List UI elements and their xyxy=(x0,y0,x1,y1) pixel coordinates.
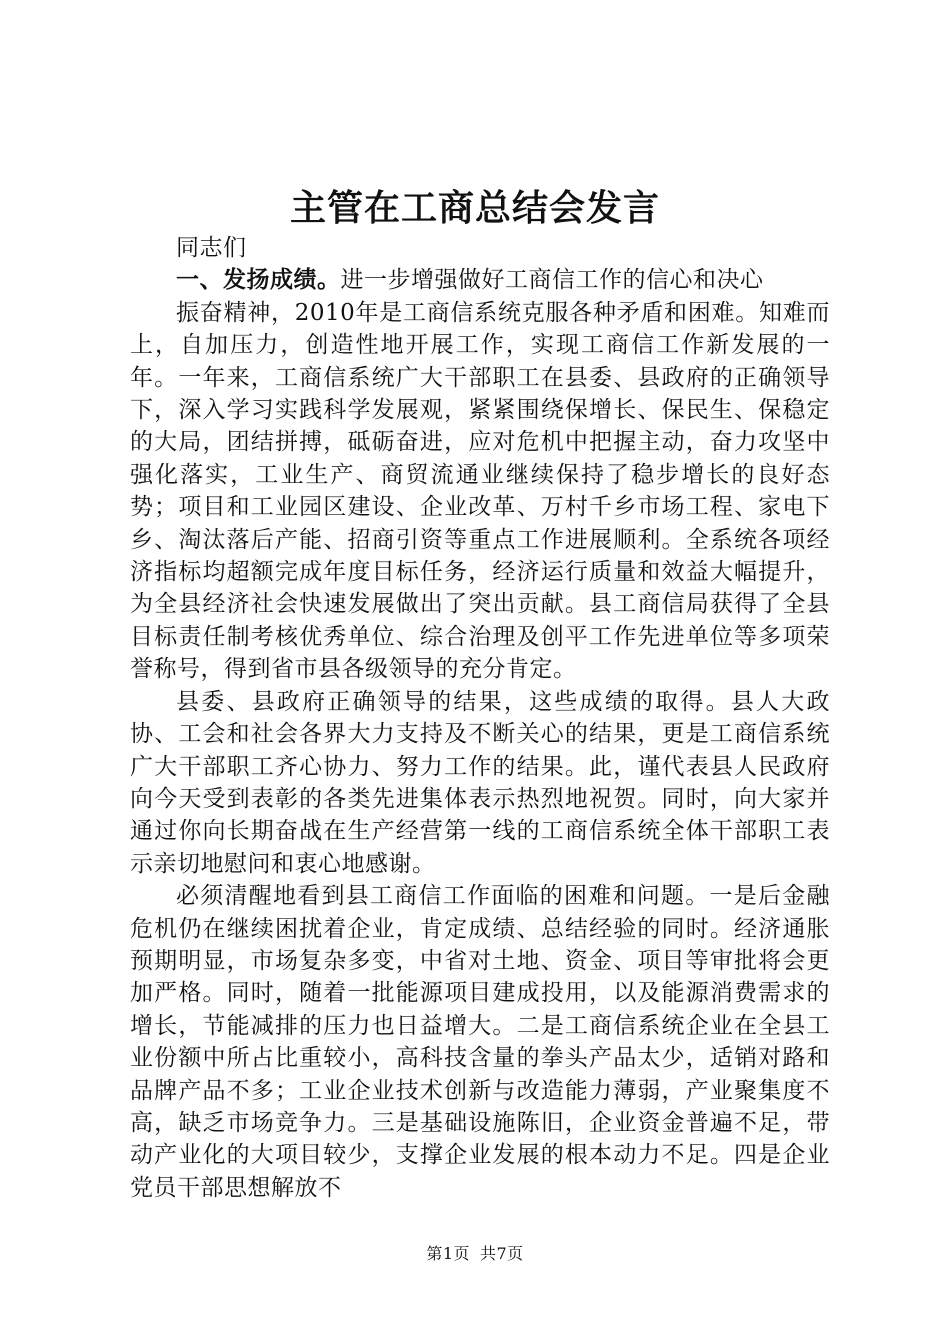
document-title: 主管在工商总结会发言 xyxy=(289,187,660,229)
salutation: 同志们 xyxy=(176,235,247,261)
paragraph-thanks: 县委、县政府正确领导的结果，这些成绩的取得。县人大政协、工会和社会各界大力支持及不断关心的结果，更是工商信系统广大干部职工齐心协力、努力工作的结果。此，谨代表县人民政府向今天受到表彰的各类先进集体表示热烈地祝贺。同时，向大家并通过你向长期奋战在生产经营第一线的工商信系统全体干部职工表示亲切地慰问和衷心地感谢。 xyxy=(130,688,830,877)
document-body xyxy=(130,232,830,1204)
section-heading-lead: 一、发扬成绩。 xyxy=(176,266,341,294)
page-total: 共7页 xyxy=(480,1244,524,1263)
section-heading xyxy=(130,264,830,296)
paragraph-problems: 必须清醒地看到县工商信工作面临的困难和问题。一是后金融危机仍在继续困扰着企业，肯定成绩、总结经验的同时。经济通胀预期明显，市场复杂多变，中省对土地、资金、项目等审批将会更加严格。同时，随着一批能源项目建成投用，以及能源消费需求的增长，节能减排的压力也日益增大。二是工商信系统企业在全县工业份额中所占比重较小，高科技含量的拳头产品太少，适销对路和品牌产品不多；工业企业技术创新与改造能力薄弱，产业聚集度不高，缺乏市场竞争力。三是基础设施陈旧，企业资金普遍不足，带动产业化的大项目较少，支撑企业发展的根本动力不足。四是企业党员干部思想解放不 xyxy=(130,883,830,1201)
section-heading-rest: 进一步增强做好工商信工作的信心和决心 xyxy=(340,267,764,294)
page-number: 第1页 xyxy=(426,1244,470,1263)
paragraph-achievements: 振奋精神，2010年是工商信系统克服各种矛盾和困难。知难而上，自加压力，创造性地开展工作，实现工商信工作新发展的一年。一年来，工商信系统广大干部职工在县委、县政府的正确领导下，深入学习实践科学发展观，紧紧围绕保增长、保民生、保稳定的大局，团结拼搏，砥砺奋进，应对危机中把握主动，奋力攻坚中强化落实，工业生产、商贸流通业继续保持了稳步增长的良好态势；项目和工业园区建设、企业改革、万村千乡市场工程、家电下乡、淘汰落后产能、招商引资等重点工作进展顺利。全系统各项经济指标均超额完成年度目标任务，经济运行质量和效益大幅提升，为全县经济社会快速发展做出了突出贡献。县工商信局获得了全县目标责任制考核优秀单位、综合治理及创平工作先进单位等多项荣誉称号，得到省市县各级领导的充分肯定。 xyxy=(130,299,830,683)
page-footer xyxy=(0,1242,950,1266)
